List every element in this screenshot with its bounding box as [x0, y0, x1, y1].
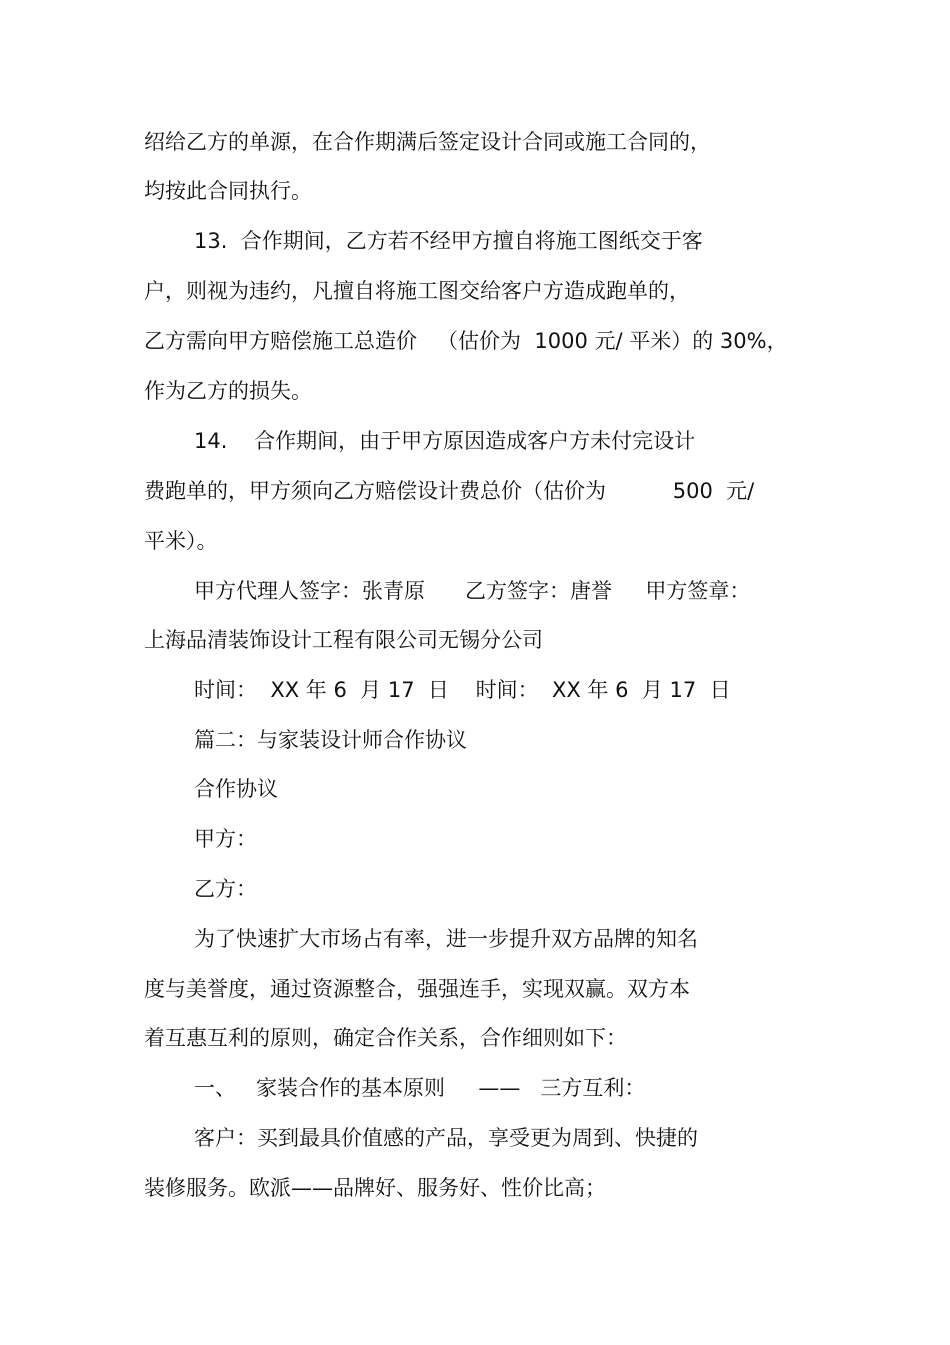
- text-line: 绍给乙方的单源，在合作期满后签定设计合同或施工合同的，: [144, 130, 711, 154]
- signature-line: 甲方代理人签字：张青原 乙方签字：唐誉 甲方签章：: [194, 579, 751, 603]
- text-line: 装修服务。欧派——品牌好、服务好、性价比高；: [144, 1176, 606, 1200]
- company-name: 上海品清装饰设计工程有限公司无锡分公司: [144, 628, 543, 652]
- text-line: 均按此合同执行。: [144, 179, 312, 203]
- text-line: 作为乙方的损失。: [144, 379, 312, 403]
- text-line: 户，则视为违约，凡擅自将施工图交给客户方造成跑单的，: [144, 279, 690, 303]
- party-b-label: 乙方：: [194, 877, 257, 901]
- date-line: 时间： XX 年 6 月 17 日 时间： XX 年 6 月 17 日: [194, 678, 731, 702]
- party-a-label: 甲方：: [194, 827, 257, 851]
- section-heading: 篇二：与家装设计师合作协议: [194, 728, 467, 752]
- document-title: 合作协议: [194, 777, 278, 801]
- clause-heading: 一、 家装合作的基本原则 —— 三方互利：: [194, 1076, 646, 1100]
- text-line: 平米）。: [144, 529, 218, 553]
- text-line: 客户：买到最具价值感的产品，享受更为周到、快捷的: [194, 1126, 698, 1150]
- text-line: 13. 合作期间，乙方若不经甲方擅自将施工图纸交于客: [194, 229, 703, 253]
- text-line: 为了快速扩大市场占有率，进一步提升双方品牌的知名: [194, 927, 698, 951]
- text-line: 乙方需向甲方赔偿施工总造价 （估价为 1000 元/ 平米）的 30%，: [144, 329, 788, 353]
- text-line: 度与美誉度，通过资源整合，强强连手，实现双赢。双方本: [144, 977, 690, 1001]
- text-line: 14. 合作期间，由于甲方原因造成客户方未付完设计: [194, 429, 696, 453]
- text-line: 费跑单的，甲方须向乙方赔偿设计费总价（估价为 500 元/: [144, 479, 755, 503]
- text-line: 着互惠互利的原则，确定合作关系，合作细则如下：: [144, 1026, 627, 1050]
